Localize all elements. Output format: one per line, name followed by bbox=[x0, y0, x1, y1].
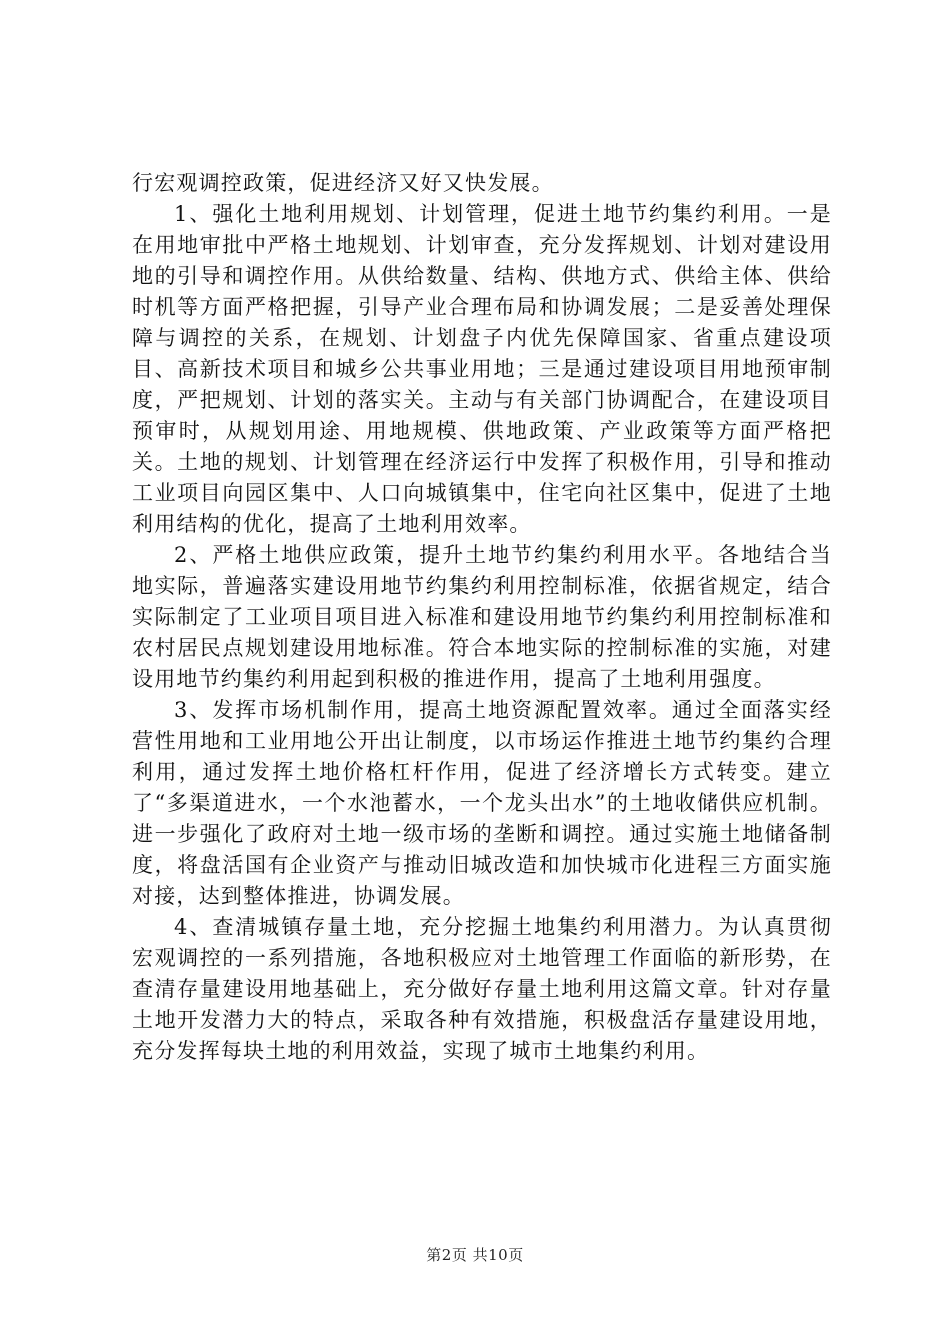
paragraph-item-1: 1、强化土地利用规划、计划管理，促进土地节约集约利用。一是在用地审批中严格土地规划、计划审查，充分发挥规划、计划对建设用地的引导和调控作用。从供给数量、结构、供地方式、供给主体、供给时机等方面严格把握，引导产业合理布局和协调发展；二是妥善处理保障与调控的关系，在规划、计划盘子内优先保障国家、省重点建设项目、高新技术项目和城乡公共事业用地；三是通过建设项目用地预审制度，严把规划、计划的落实关。主动与有关部门协调配合，在建设项目预审时，从规划用途、用地规模、供地政策、产业政策等方面严格把关。土地的规划、计划管理在经济运行中发挥了积极作用，引导和推动工业项目向园区集中、人口向城镇集中，住宅向社区集中，促进了土地利用结构的优化，提高了土地利用效率。 bbox=[132, 202, 832, 536]
document-body bbox=[132, 168, 832, 1067]
paragraph-continuation: 行宏观调控政策，促进经济又好又快发展。 bbox=[132, 171, 554, 195]
paragraph-item-3: 3、发挥市场机制作用，提高土地资源配置效率。通过全面落实经营性用地和工业用地公开出让制度，以市场运作推进土地节约集约合理利用，通过发挥土地价格杠杆作用，促进了经济增长方式转变。建立了“多渠道进水，一个水池蓄水，一个龙头出水”的土地收储供应机制。进一步强化了政府对土地一级市场的垄断和调控。通过实施土地储备制度，将盘活国有企业资产与推动旧城改造和加快城市化进程三方面实施对接，达到整体推进，协调发展。 bbox=[132, 698, 832, 908]
page-number-footer: 第2页 共10页 bbox=[426, 1246, 524, 1264]
paragraph-item-4: 4、查清城镇存量土地，充分挖掘土地集约利用潜力。为认真贯彻宏观调控的一系列措施，各地积极应对土地管理工作面临的新形势，在查清存量建设用地基础上，充分做好存量土地利用这篇文章。针对存量土地开发潜力大的特点，采取各种有效措施，积极盘活存量建设用地，充分发挥每块土地的利用效益，实现了城市土地集约利用。 bbox=[132, 915, 832, 1063]
paragraph-item-2: 2、严格土地供应政策，提升土地节约集约利用水平。各地结合当地实际，普遍落实建设用地节约集约利用控制标准，依据省规定，结合实际制定了工业项目项目进入标准和建设用地节约集约利用控制标准和农村居民点规划建设用地标准。符合本地实际的控制标准的实施，对建设用地节约集约利用起到积极的推进作用，提高了土地利用强度。 bbox=[132, 543, 832, 691]
